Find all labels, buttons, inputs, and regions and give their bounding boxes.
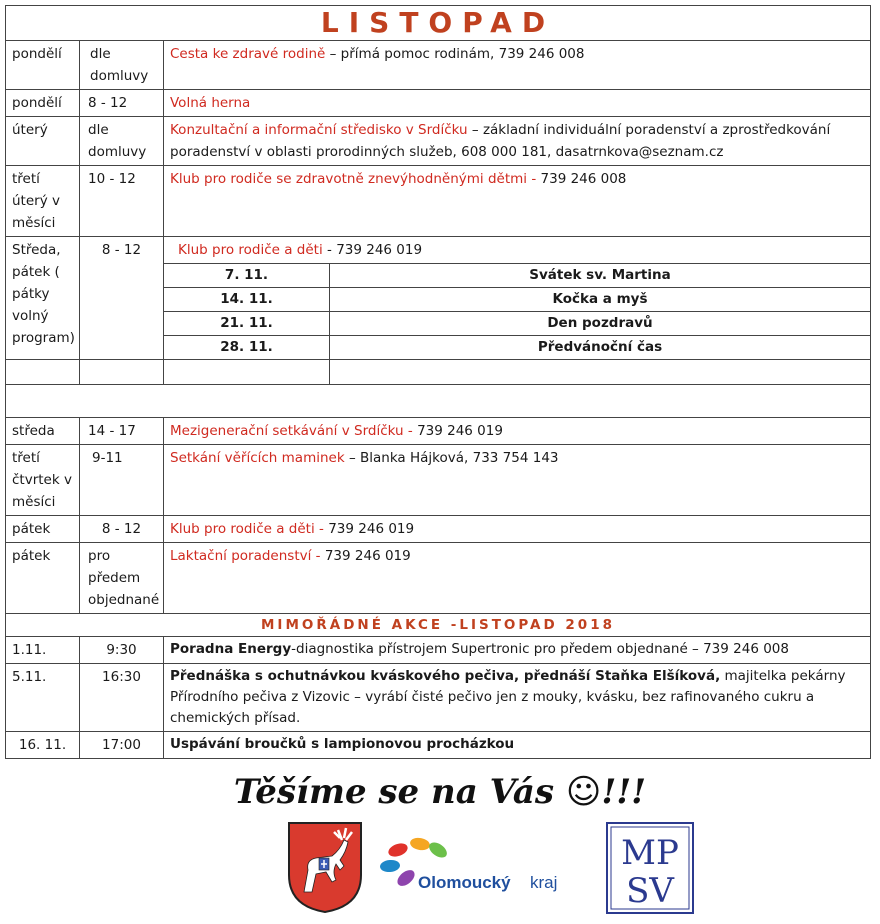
activity-detail: 739 246 019 (328, 521, 415, 537)
table-row (6, 41, 871, 90)
activity-name: Mezigenerační setkávání v Srdíčku (170, 423, 404, 439)
extra-row (6, 664, 871, 732)
extra-date: 1.11. (6, 637, 80, 664)
extra-title: Přednáška s ochutnávkou kváskového pečiva, přednáší Staňka Elšíková, (170, 668, 721, 684)
event-date: 7. 11. (164, 264, 330, 288)
mpsv-logo (606, 822, 694, 914)
time-cell: pro předem objednané (80, 543, 164, 614)
activity-detail: 739 246 019 (417, 423, 503, 439)
activity-cell (164, 90, 871, 117)
extra-heading: MIMOŘÁDNÉ AKCE -LISTOPAD 2018 (6, 614, 871, 637)
activity-detail: 739 246 019 (324, 548, 411, 564)
mpsv-line1: MP (621, 833, 679, 873)
activity-detail: Blanka Hájková, 733 754 143 (360, 450, 559, 466)
activity-cell (164, 41, 871, 90)
activity-name: Setkání věřících maminek (170, 450, 345, 466)
footer-text: Těšíme se na Vás (233, 772, 566, 812)
day-cell: pondělí (6, 41, 80, 90)
activity-detail: přímá pomoc rodinám, 739 246 008 (340, 46, 585, 62)
day-cell: Středa, pátek ( pátky volný program) (6, 237, 80, 360)
olomoucky-kraj-logo (376, 834, 576, 898)
time-cell: 9-11 (80, 445, 164, 516)
time-cell (80, 41, 164, 90)
table-row (6, 543, 871, 614)
extra-date: 16. 11. (6, 732, 80, 759)
day-cell: pátek (6, 543, 80, 614)
extra-row (6, 732, 871, 759)
day-cell: pondělí (6, 90, 80, 117)
extra-rest: majitelka pekárny Přírodního pečiva z Vizovic – vyrábí čisté pečivo jen z mouky, kvásku, bez rafinovaného cukru a chemických přísad. (170, 668, 846, 726)
activity-name: Klub pro rodiče a děti (178, 242, 323, 258)
extra-rest: -diagnostika přístrojem Supertronic pro předem objednané – 739 246 008 (291, 641, 789, 657)
extra-time: 16:30 (80, 664, 164, 732)
activity-name: Volná herna (170, 95, 251, 111)
schedule-sheet (5, 5, 871, 759)
kraj-word: kraj (530, 873, 558, 892)
activity-sep: – (467, 122, 483, 138)
time-cell: 10 - 12 (80, 166, 164, 237)
time-cell: dle domluvy (80, 117, 164, 166)
extra-desc (164, 664, 871, 732)
time-cell: 8 - 12 (80, 90, 164, 117)
empty-cell (6, 360, 80, 385)
time-cell: 8 - 12 (80, 516, 164, 543)
spacer-row (6, 385, 871, 418)
table-row (6, 117, 871, 166)
extra-title: Uspávání broučků s lampionovou procházkou (170, 736, 515, 752)
extra-row (6, 637, 871, 664)
schedule-table (5, 5, 871, 759)
day-cell: třetí úterý v měsíci (6, 166, 80, 237)
extra-time: 17:00 (80, 732, 164, 759)
footer-greeting (0, 772, 880, 812)
activity-name: Laktační poradenství (170, 548, 312, 564)
activity-cell (164, 237, 871, 264)
title-row (6, 6, 871, 41)
empty-row (6, 360, 871, 385)
empty-cell (330, 360, 871, 385)
activity-cell (164, 445, 871, 516)
activity-detail: základní individuální poradenství a zprostředkování poradenství v oblasti prorodinných služeb, 608 000 181, dasatrnkova@seznam.cz (170, 122, 831, 160)
table-row (6, 166, 871, 237)
table-row (6, 516, 871, 543)
activity-name: Cesta ke zdravé rodině (170, 46, 326, 62)
event-title: Kočka a myš (330, 288, 871, 312)
activity-sep: – (325, 46, 341, 62)
table-row (6, 418, 871, 445)
time-text: dle domluvy (90, 46, 149, 84)
time-cell: 14 - 17 (80, 418, 164, 445)
activity-cell (164, 516, 871, 543)
activity-sep: - (527, 171, 541, 187)
olomoucky-word: Olomoucký (418, 873, 511, 892)
time-cell: 8 - 12 (80, 237, 164, 360)
extra-time: 9:30 (80, 637, 164, 664)
extra-title: Poradna Energy (170, 641, 292, 657)
activity-sep: - (311, 548, 325, 564)
empty-cell (80, 360, 164, 385)
activity-sep: - (403, 423, 418, 439)
extra-desc (164, 637, 871, 664)
event-title: Den pozdravů (330, 312, 871, 336)
smiley-icon: ☺ (565, 772, 602, 812)
activity-sep: - (314, 521, 329, 537)
day-cell: středa (6, 418, 80, 445)
coat-of-arms-logo (286, 820, 364, 914)
activity-cell (164, 166, 871, 237)
day-cell: pátek (6, 516, 80, 543)
activity-sep: – (344, 450, 361, 466)
mpsv-line2: SV (626, 871, 674, 911)
activity-name: Konzultační a informační středisko v Srdíčku (170, 122, 468, 138)
event-date: 28. 11. (164, 336, 330, 360)
spacer-cell (6, 385, 871, 418)
activity-detail: - 739 246 019 (322, 242, 423, 258)
activity-name: Klub pro rodiče se zdravotně znevýhodněnými dětmi (170, 171, 528, 187)
table-row (6, 90, 871, 117)
club-row (6, 237, 871, 264)
activity-cell (164, 117, 871, 166)
event-title: Předvánoční čas (330, 336, 871, 360)
activity-detail: 739 246 008 (540, 171, 627, 187)
day-cell: úterý (6, 117, 80, 166)
footer-end: !!! (601, 772, 647, 812)
extra-date: 5.11. (6, 664, 80, 732)
event-date: 21. 11. (164, 312, 330, 336)
activity-cell (164, 543, 871, 614)
empty-cell (164, 360, 330, 385)
extra-desc (164, 732, 871, 759)
activity-name: Klub pro rodiče a děti (170, 521, 315, 537)
activity-cell (164, 418, 871, 445)
event-title: Svátek sv. Martina (330, 264, 871, 288)
table-row (6, 445, 871, 516)
page-title: LISTOPAD (320, 6, 556, 39)
day-cell: třetí čtvrtek v měsíci (6, 445, 80, 516)
event-date: 14. 11. (164, 288, 330, 312)
extra-heading-row (6, 614, 871, 637)
